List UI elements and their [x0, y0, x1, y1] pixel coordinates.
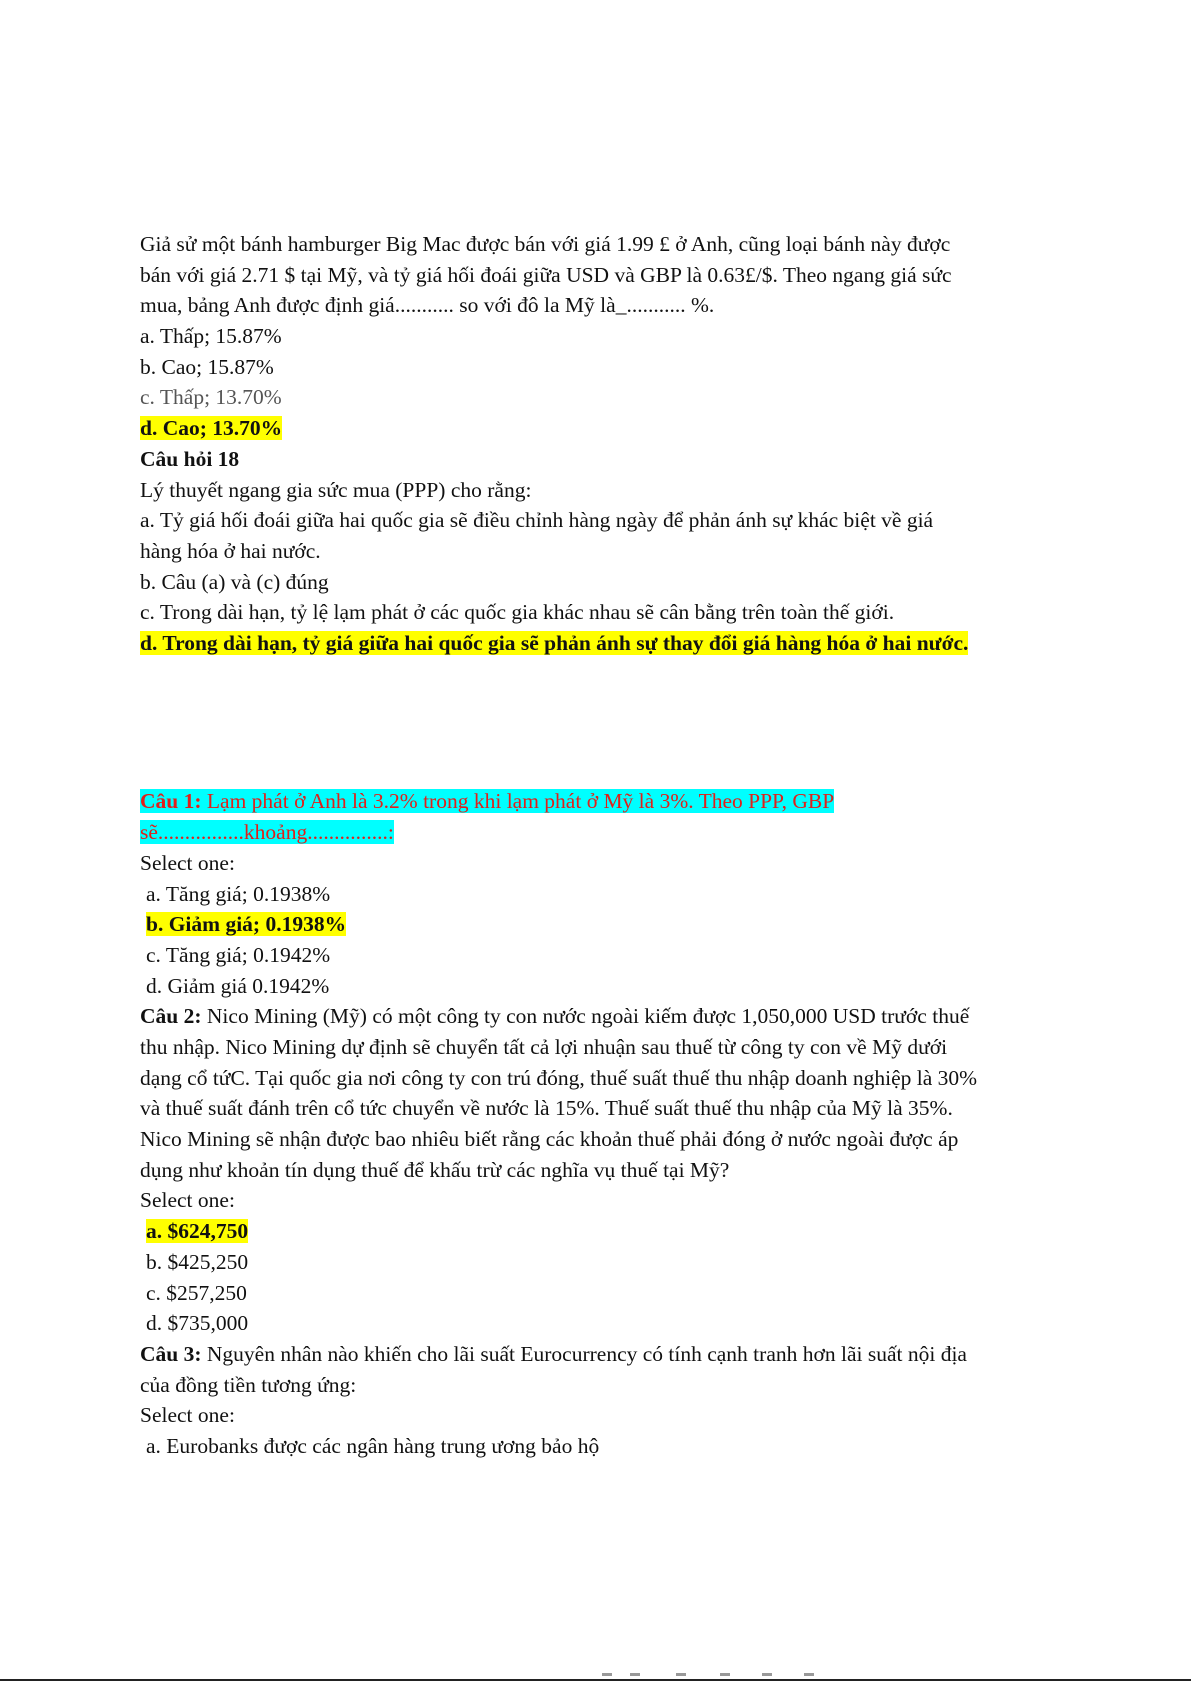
q18-option-b: b. Câu (a) và (c) đúng: [140, 570, 329, 594]
cut-off-next-line: [590, 1672, 870, 1678]
answer-highlight: d. Cao; 13.70%: [140, 416, 283, 440]
c3-stem-line-2: của đồng tiền tương ứng:: [140, 1373, 357, 1397]
c2-stem-line-4: và thuế suất đánh trên cổ tức chuyển về nước là 15%. Thuế suất thuế thu nhập của Mỹ là 35%.: [140, 1096, 953, 1120]
c1-option-c: c. Tăng giá; 0.1942%: [146, 943, 331, 967]
c3-label: Câu 3:: [140, 1342, 202, 1366]
c2-stem-line-3: dạng cổ tứC. Tại quốc gia nơi công ty con trú đóng, thuế suất thuế thu nhập doanh nghiệp là 30%: [140, 1066, 978, 1090]
c1-label: Câu 1:: [140, 789, 202, 813]
q17-option-b: b. Cao; 15.87%: [140, 355, 274, 379]
q17-stem-line-2: bán với giá 2.71 $ tại Mỹ, và tỷ giá hối đoái giữa USD và GBP là 0.63£/$. Theo ngang giá sức: [140, 263, 952, 287]
c2-stem-text: Nico Mining (Mỹ) có một công ty con nước ngoài kiếm được 1,050,000 USD trước thuế: [201, 1004, 970, 1028]
c2-option-a-answer: [140, 1216, 248, 1247]
c1-stem-text: Lạm phát ở Anh là 3.2% trong khi lạm phát ở Mỹ là 3%. Theo PPP, GBP: [201, 789, 835, 813]
q17-option-a: a. Thấp; 15.87%: [140, 324, 282, 348]
q18-option-d-answer: [140, 628, 968, 659]
q18-option-c: c. Trong dài hạn, tỷ lệ lạm phát ở các quốc gia khác nhau sẽ cân bằng trên toàn thế giới.: [140, 600, 895, 624]
c2-stem-line-1: [140, 1001, 969, 1032]
c3-option-a: a. Eurobanks được các ngân hàng trung ương bảo hộ: [146, 1434, 600, 1458]
c1-select-one: Select one:: [140, 851, 235, 875]
c1-stem-text-2: sẽ................khoảng...............:: [140, 820, 394, 844]
q17-stem-line-3: mua, bảng Anh được định giá........... so với đô la Mỹ là_........... %.: [140, 293, 715, 317]
answer-highlight: a. $624,750: [146, 1219, 249, 1243]
q17-option-d-answer: [140, 413, 282, 444]
c2-select-one: Select one:: [140, 1188, 235, 1212]
c1-option-b-answer: [140, 909, 346, 940]
c1-option-d: d. Giảm giá 0.1942%: [146, 974, 330, 998]
c2-stem-line-6: dụng như khoản tín dụng thuế để khấu trừ các nghĩa vụ thuế tại Mỹ?: [140, 1158, 730, 1182]
c1-stem-line-1: [140, 786, 834, 817]
q17-option-c: c. Thấp; 13.70%: [140, 385, 282, 409]
c3-stem-line-1: [140, 1339, 967, 1370]
c1-option-a: a. Tăng giá; 0.1938%: [146, 882, 331, 906]
c2-option-d: d. $735,000: [146, 1311, 249, 1335]
c2-option-c: c. $257,250: [146, 1281, 247, 1305]
c2-label: Câu 2:: [140, 1004, 202, 1028]
page-bottom-rule: [0, 1679, 1191, 1681]
c1-stem-line-2: [140, 817, 394, 848]
q18-stem: Lý thuyết ngang gia sức mua (PPP) cho rằng:: [140, 478, 532, 502]
c2-stem-line-2: thu nhập. Nico Mining dự định sẽ chuyển tất cả lợi nhuận sau thuế từ công ty con về Mỹ dưới: [140, 1035, 948, 1059]
c3-stem-text: Nguyên nhân nào khiến cho lãi suất Eurocurrency có tính cạnh tranh hơn lãi suất nội địa: [201, 1342, 967, 1366]
c3-select-one: Select one:: [140, 1403, 235, 1427]
q18-title: Câu hỏi 18: [140, 447, 240, 471]
c2-stem-line-5: Nico Mining sẽ nhận được bao nhiêu biết rằng các khoản thuế phải đóng ở nước ngoài được áp: [140, 1127, 959, 1151]
q18-option-a-line-1: a. Tỷ giá hối đoái giữa hai quốc gia sẽ điều chỉnh hàng ngày để phản ánh sự khác biệt về giá: [140, 508, 934, 532]
answer-highlight: b. Giảm giá; 0.1938%: [146, 912, 347, 936]
q18-option-a-line-2: hàng hóa ở hai nước.: [140, 539, 321, 563]
c2-option-b: b. $425,250: [146, 1250, 249, 1274]
answer-highlight: d. Trong dài hạn, tỷ giá giữa hai quốc gia sẽ phản ánh sự thay đổi giá hàng hóa ở hai nước.: [140, 631, 969, 655]
q17-stem-line-1: Giả sử một bánh hamburger Big Mac được bán với giá 1.99 £ ở Anh, cũng loại bánh này được: [140, 232, 951, 256]
